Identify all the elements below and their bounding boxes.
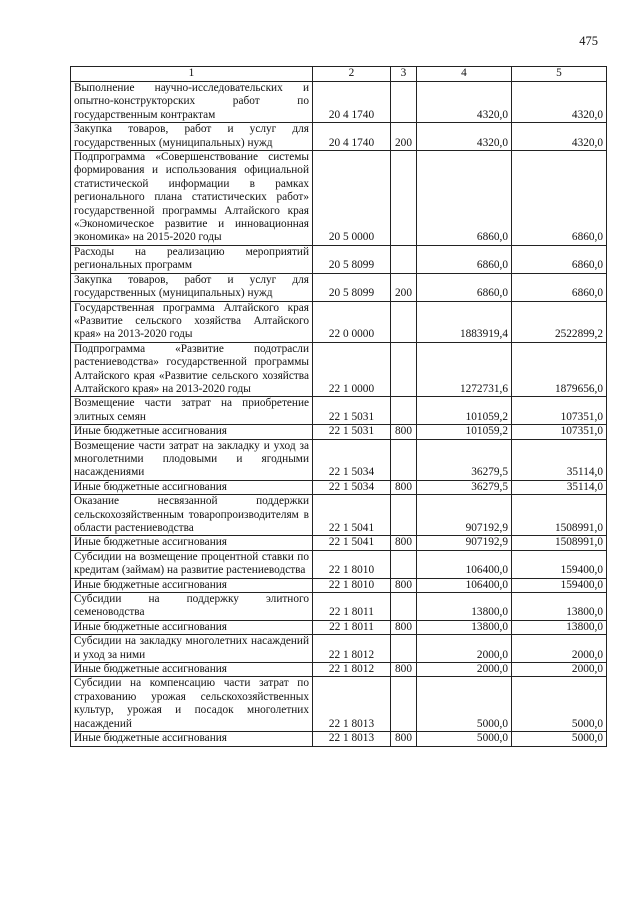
row-value-col4-cell: 13800,0 xyxy=(417,620,512,634)
row-expense-type-cell xyxy=(391,635,417,663)
table-row xyxy=(71,151,607,246)
row-code-cell: 22 1 5041 xyxy=(313,495,391,536)
row-name-cell: Иные бюджетные ассигнования xyxy=(71,732,313,746)
row-value-col5-cell: 6860,0 xyxy=(512,151,607,246)
row-code-cell: 22 1 8013 xyxy=(313,732,391,746)
row-value-col5-cell: 2000,0 xyxy=(512,635,607,663)
table-row xyxy=(71,123,607,151)
row-value-col5-cell: 2522899,2 xyxy=(512,301,607,342)
row-code-cell: 22 1 0000 xyxy=(313,342,391,397)
header-col-1: 1 xyxy=(71,67,313,82)
row-expense-type-cell xyxy=(391,677,417,732)
table-row xyxy=(71,677,607,732)
table-row xyxy=(71,301,607,342)
row-expense-type-cell: 800 xyxy=(391,620,417,634)
row-code-cell: 22 1 8012 xyxy=(313,663,391,677)
table-row xyxy=(71,82,607,123)
row-name-cell: Иные бюджетные ассигнования xyxy=(71,480,313,494)
row-value-col5-cell: 1508991,0 xyxy=(512,495,607,536)
row-name-cell: Иные бюджетные ассигнования xyxy=(71,536,313,550)
table-row xyxy=(71,635,607,663)
row-name-cell: Субсидии на компенсацию части затрат по страхованию урожая сельскохозяйственных культур, урожая и посадок многолетних насаждений xyxy=(71,677,313,732)
table-row xyxy=(71,342,607,397)
row-expense-type-cell xyxy=(391,593,417,621)
row-name-cell: Субсидии на возмещение процентной ставки по кредитам (займам) на развитие растениеводства xyxy=(71,550,313,578)
row-code-cell: 22 1 5031 xyxy=(313,425,391,439)
table-row xyxy=(71,495,607,536)
row-value-col5-cell: 6860,0 xyxy=(512,273,607,301)
row-value-col4-cell: 5000,0 xyxy=(417,677,512,732)
row-code-cell: 22 1 5034 xyxy=(313,480,391,494)
row-code-cell: 22 1 8011 xyxy=(313,593,391,621)
row-expense-type-cell: 800 xyxy=(391,425,417,439)
table-row xyxy=(71,593,607,621)
header-col-4: 4 xyxy=(417,67,512,82)
header-col-2: 2 xyxy=(313,67,391,82)
row-expense-type-cell: 800 xyxy=(391,480,417,494)
row-value-col4-cell: 2000,0 xyxy=(417,635,512,663)
row-value-col4-cell: 106400,0 xyxy=(417,578,512,592)
row-expense-type-cell xyxy=(391,550,417,578)
row-name-cell: Возмещение части затрат на закладку и уход за многолетними плодовыми и ягодными насаждениями xyxy=(71,439,313,480)
row-value-col5-cell: 35114,0 xyxy=(512,480,607,494)
row-value-col5-cell: 159400,0 xyxy=(512,578,607,592)
table-body xyxy=(71,82,607,747)
row-value-col4-cell: 4320,0 xyxy=(417,123,512,151)
row-name-cell: Выполнение научно-исследовательских и опытно-конструкторских работ по государственным контрактам xyxy=(71,82,313,123)
row-value-col5-cell: 5000,0 xyxy=(512,732,607,746)
row-value-col5-cell: 107351,0 xyxy=(512,425,607,439)
row-name-cell: Расходы на реализацию мероприятий региональных программ xyxy=(71,245,313,273)
row-expense-type-cell: 200 xyxy=(391,123,417,151)
table-row xyxy=(71,480,607,494)
row-value-col5-cell: 6860,0 xyxy=(512,245,607,273)
row-value-col4-cell: 1272731,6 xyxy=(417,342,512,397)
row-value-col5-cell: 1879656,0 xyxy=(512,342,607,397)
row-name-cell: Государственная программа Алтайского края «Развитие сельского хозяйства Алтайского края» на 2013-2020 годы xyxy=(71,301,313,342)
row-name-cell: Субсидии на закладку многолетних насаждений и уход за ними xyxy=(71,635,313,663)
row-value-col4-cell: 2000,0 xyxy=(417,663,512,677)
row-value-col4-cell: 36279,5 xyxy=(417,480,512,494)
row-value-col5-cell: 107351,0 xyxy=(512,397,607,425)
table-header-row xyxy=(71,67,607,82)
table-row xyxy=(71,397,607,425)
header-col-5: 5 xyxy=(512,67,607,82)
row-code-cell: 22 1 5031 xyxy=(313,397,391,425)
row-expense-type-cell xyxy=(391,342,417,397)
row-code-cell: 20 4 1740 xyxy=(313,123,391,151)
row-value-col5-cell: 13800,0 xyxy=(512,593,607,621)
row-expense-type-cell: 800 xyxy=(391,536,417,550)
row-name-cell: Возмещение части затрат на приобретение элитных семян xyxy=(71,397,313,425)
row-value-col4-cell: 6860,0 xyxy=(417,151,512,246)
row-value-col4-cell: 4320,0 xyxy=(417,82,512,123)
row-value-col5-cell: 1508991,0 xyxy=(512,536,607,550)
row-code-cell: 22 1 5034 xyxy=(313,439,391,480)
row-expense-type-cell xyxy=(391,151,417,246)
table-row xyxy=(71,425,607,439)
row-expense-type-cell xyxy=(391,82,417,123)
row-name-cell: Оказание несвязанной поддержки сельскохозяйственным товаропроизводителям в области растениеводства xyxy=(71,495,313,536)
row-value-col4-cell: 106400,0 xyxy=(417,550,512,578)
row-code-cell: 20 5 0000 xyxy=(313,151,391,246)
row-expense-type-cell xyxy=(391,301,417,342)
row-name-cell: Иные бюджетные ассигнования xyxy=(71,663,313,677)
row-value-col4-cell: 101059,2 xyxy=(417,397,512,425)
table-row xyxy=(71,273,607,301)
row-code-cell: 20 4 1740 xyxy=(313,82,391,123)
table-row xyxy=(71,620,607,634)
table-row xyxy=(71,578,607,592)
row-expense-type-cell xyxy=(391,439,417,480)
row-code-cell: 22 1 8010 xyxy=(313,550,391,578)
row-value-col5-cell: 13800,0 xyxy=(512,620,607,634)
row-expense-type-cell: 800 xyxy=(391,578,417,592)
row-value-col5-cell: 4320,0 xyxy=(512,123,607,151)
row-value-col4-cell: 6860,0 xyxy=(417,273,512,301)
table-row xyxy=(71,245,607,273)
row-name-cell: Подпрограмма «Совершенствование системы формирования и использования официальной статистической информации в рамках регионального плана статистических работ» государственной программы Алтайского края «Экономическое развитие и инновационная экономика» на 2015-2020 годы xyxy=(71,151,313,246)
row-code-cell: 20 5 8099 xyxy=(313,245,391,273)
row-expense-type-cell: 800 xyxy=(391,732,417,746)
budget-table xyxy=(70,66,607,747)
row-name-cell: Закупка товаров, работ и услуг для государственных (муниципальных) нужд xyxy=(71,123,313,151)
row-code-cell: 22 1 8010 xyxy=(313,578,391,592)
row-value-col5-cell: 5000,0 xyxy=(512,677,607,732)
row-name-cell: Иные бюджетные ассигнования xyxy=(71,578,313,592)
row-code-cell: 22 1 8013 xyxy=(313,677,391,732)
row-name-cell: Иные бюджетные ассигнования xyxy=(71,425,313,439)
table-row xyxy=(71,663,607,677)
row-code-cell: 22 1 8011 xyxy=(313,620,391,634)
row-value-col4-cell: 1883919,4 xyxy=(417,301,512,342)
row-value-col4-cell: 101059,2 xyxy=(417,425,512,439)
table-row xyxy=(71,439,607,480)
row-value-col5-cell: 4320,0 xyxy=(512,82,607,123)
row-expense-type-cell: 200 xyxy=(391,273,417,301)
row-value-col5-cell: 159400,0 xyxy=(512,550,607,578)
row-name-cell: Закупка товаров, работ и услуг для государственных (муниципальных) нужд xyxy=(71,273,313,301)
row-value-col4-cell: 907192,9 xyxy=(417,495,512,536)
row-value-col4-cell: 6860,0 xyxy=(417,245,512,273)
row-value-col5-cell: 35114,0 xyxy=(512,439,607,480)
row-expense-type-cell xyxy=(391,397,417,425)
table-row xyxy=(71,536,607,550)
row-code-cell: 20 5 8099 xyxy=(313,273,391,301)
table-row xyxy=(71,732,607,746)
row-code-cell: 22 1 8012 xyxy=(313,635,391,663)
row-value-col4-cell: 36279,5 xyxy=(417,439,512,480)
row-expense-type-cell xyxy=(391,495,417,536)
header-col-3: 3 xyxy=(391,67,417,82)
row-code-cell: 22 0 0000 xyxy=(313,301,391,342)
page-number: 475 xyxy=(579,34,598,48)
row-name-cell: Субсидии на поддержку элитного семеноводства xyxy=(71,593,313,621)
row-value-col4-cell: 13800,0 xyxy=(417,593,512,621)
row-name-cell: Подпрограмма «Развитие подотрасли растениеводства» государственной программы Алтайского края «Развитие сельского хозяйства Алтайского края» на 2013-2020 годы xyxy=(71,342,313,397)
row-expense-type-cell: 800 xyxy=(391,663,417,677)
row-value-col4-cell: 5000,0 xyxy=(417,732,512,746)
row-value-col5-cell: 2000,0 xyxy=(512,663,607,677)
table-row xyxy=(71,550,607,578)
row-value-col4-cell: 907192,9 xyxy=(417,536,512,550)
row-name-cell: Иные бюджетные ассигнования xyxy=(71,620,313,634)
row-expense-type-cell xyxy=(391,245,417,273)
row-code-cell: 22 1 5041 xyxy=(313,536,391,550)
